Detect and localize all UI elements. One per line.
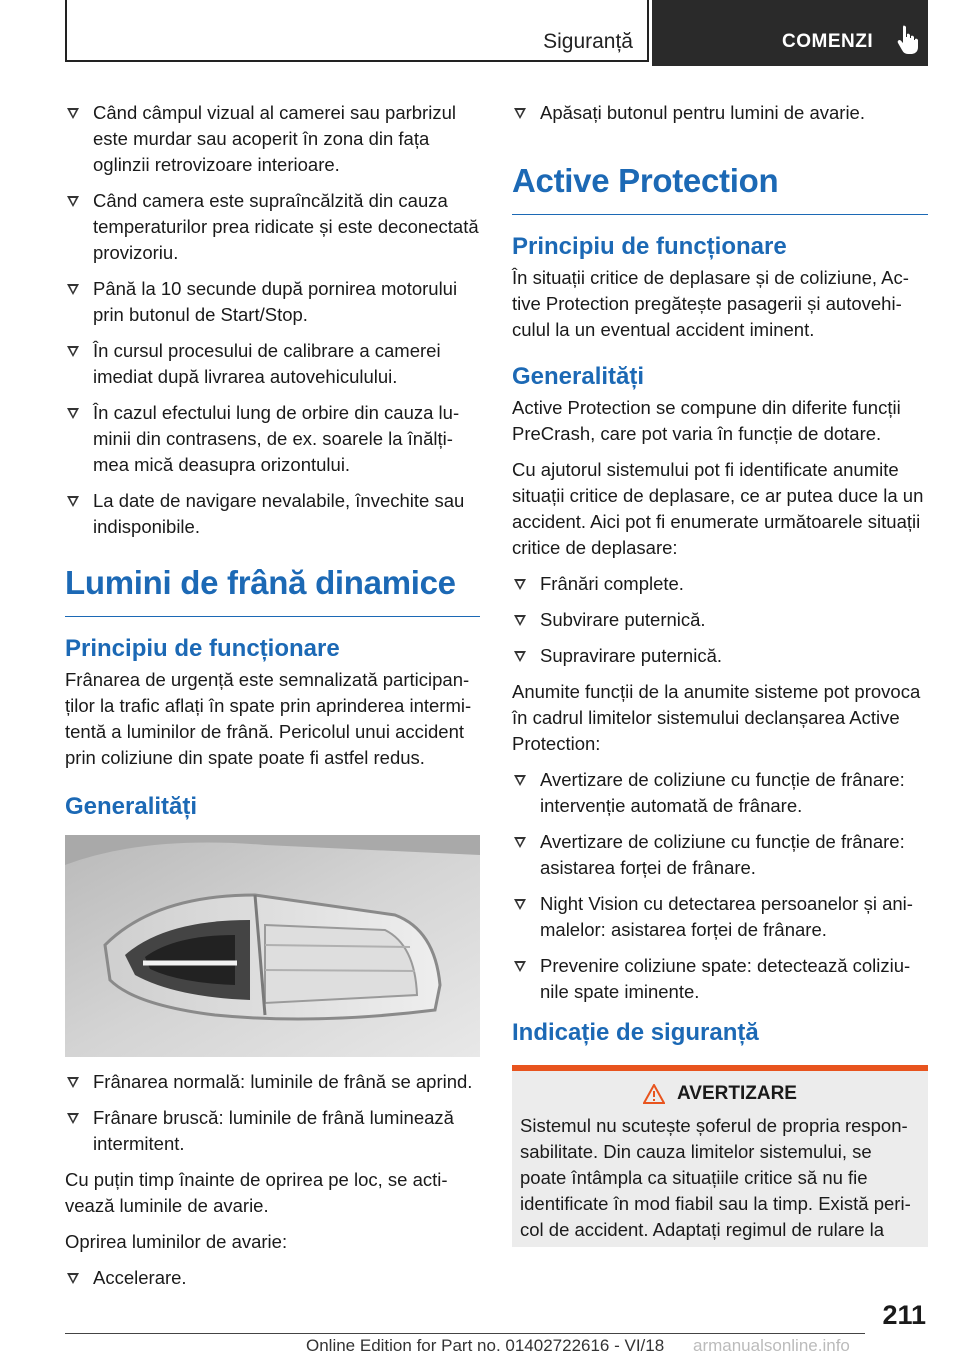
- triangle-bullet-icon: [67, 108, 79, 119]
- triangle-bullet-icon: [67, 1077, 79, 1088]
- list-item: Apăsați butonul pentru lumini de avarie.: [512, 100, 928, 126]
- footer-edition: Online Edition for Part no. 01402722616 - VI/18: [306, 1336, 665, 1355]
- triangle-bullet-icon: [67, 496, 79, 507]
- page-header: [0, 0, 960, 66]
- list-item: Avertizare de coliziune cu funcție de frânare: asistarea forței de frânare.: [512, 829, 928, 881]
- list-item: Prevenire coliziune spate: detectează coliziunile spate iminente.: [512, 953, 928, 1005]
- paragraph: Oprirea luminilor de avarie:: [65, 1231, 288, 1252]
- triangle-bullet-icon: [67, 346, 79, 357]
- right-column: [512, 100, 928, 1247]
- chapter-title: Lumini de frână dinamice: [65, 564, 480, 617]
- section-heading: Indicație de siguranță: [512, 1019, 759, 1046]
- triangle-bullet-icon: [514, 837, 526, 848]
- brake-behavior-list: [65, 1069, 480, 1157]
- triangle-bullet-icon: [514, 651, 526, 662]
- hazard-button-list: [512, 100, 928, 126]
- triangle-bullet-icon: [514, 108, 526, 119]
- page-number: 211: [882, 1300, 926, 1330]
- warning-title: [520, 1083, 920, 1105]
- list-item: Subvirare puternică.: [512, 607, 928, 633]
- chapter-title: Active Protection: [512, 162, 928, 215]
- warning-box: [512, 1065, 928, 1247]
- hand-pointer-icon: [894, 24, 922, 54]
- footer-divider: [65, 1333, 865, 1334]
- list-item: Avertizare de coliziune cu funcție de frânare: intervenție automată de frânare.: [512, 767, 928, 819]
- section-heading: Generalități: [512, 363, 645, 390]
- list-item: Când câmpul vizual al camerei sau parbrizul este murdar sau acoperit în zona din fața oglinzii retrovizoare interioare.: [65, 100, 480, 178]
- triangle-bullet-icon: [514, 775, 526, 786]
- list-item: Supravirare puternică.: [512, 643, 928, 669]
- warning-triangle-icon: [643, 1084, 665, 1104]
- section-heading: Generalități: [65, 793, 198, 820]
- paragraph: Frânarea de urgență este semnalizată participanților la trafic aflați în spate prin aprinderea intermitentă a luminilor de frână. Pericolul unui accident prin coliziune din spate poate fi astfel redus.: [65, 669, 472, 768]
- paragraph: Anumite funcții de la anumite sisteme pot provoca în cadrul limitelor sistemului declanșarea Active Protection:: [512, 681, 921, 754]
- triangle-bullet-icon: [67, 284, 79, 295]
- list-item: Frânarea normală: luminile de frână se aprind.: [65, 1069, 480, 1095]
- list-item: La date de navigare nevalabile, învechite sau indisponibile.: [65, 488, 480, 540]
- brake-light-photo: [65, 835, 480, 1057]
- section-label: Siguranță: [543, 30, 633, 53]
- triangle-bullet-icon: [514, 615, 526, 626]
- triangle-bullet-icon: [67, 196, 79, 207]
- triangle-bullet-icon: [514, 961, 526, 972]
- list-item: Accelerare.: [65, 1265, 480, 1291]
- list-item: Frânări complete.: [512, 571, 928, 597]
- list-item: Până la 10 secunde după pornirea motorului prin butonul de Start/Stop.: [65, 276, 480, 328]
- warning-text: Sistemul nu scutește șoferul de propria responsabilitate. Din cauza limitelor sistemului, se poate întâmpla ca situațiile critice să nu fie identificate în mod fiabil sau la timp. Există pericol de accident. Adaptați regimul de rulare la: [520, 1115, 911, 1240]
- paragraph: În situații critice de deplasare și de coliziune, Active Protection pregătește pasagerii și autovehiculul la un eventual accident iminent.: [512, 267, 909, 340]
- triangle-bullet-icon: [514, 579, 526, 590]
- chapter-tab: [652, 0, 928, 66]
- paragraph: Cu ajutorul sistemului pot fi identificate anumite situații critice de deplasare, ce ar putea duce la un accident. Aici pot fi enumerate următoarele situații critice de deplasare:: [512, 459, 924, 558]
- list-item: Frânare bruscă: luminile de frână luminează intermitent.: [65, 1105, 480, 1157]
- camera-limits-list: [65, 100, 480, 540]
- paragraph: Cu puțin timp înainte de oprirea pe loc, se activează luminile de avarie.: [65, 1169, 448, 1216]
- list-item: Night Vision cu detectarea persoanelor și animalelor: asistarea forței de frânare.: [512, 891, 928, 943]
- footer-watermark: armanualsonline.info: [693, 1336, 850, 1355]
- warning-label: AVERTIZARE: [677, 1083, 797, 1104]
- paragraph: Active Protection se compune din diferite funcții PreCrash, care pot varia în funcție de dotare.: [512, 397, 901, 444]
- left-column: [65, 100, 480, 1301]
- triangle-bullet-icon: [514, 899, 526, 910]
- section-tab: [65, 0, 649, 62]
- list-item: În cazul efectului lung de orbire din cauza luminii din contrasens, de ex. soarele la înălțimea mică deasupra orizontului.: [65, 400, 480, 478]
- section-heading: Principiu de funcționare: [512, 233, 787, 260]
- system-functions-list: [512, 767, 928, 1005]
- critical-situations-list: [512, 571, 928, 669]
- section-heading: Principiu de funcționare: [65, 635, 340, 662]
- list-item: Când camera este supraîncălzită din cauza temperaturilor prea ridicate și este deconectată provizoriu.: [65, 188, 480, 266]
- triangle-bullet-icon: [67, 1113, 79, 1124]
- list-item: În cursul procesului de calibrare a camerei imediat după livrarea autovehiculului.: [65, 338, 480, 390]
- chapter-label: COMENZI: [782, 31, 874, 52]
- stop-hazard-list: [65, 1265, 480, 1291]
- triangle-bullet-icon: [67, 408, 79, 419]
- triangle-bullet-icon: [67, 1273, 79, 1284]
